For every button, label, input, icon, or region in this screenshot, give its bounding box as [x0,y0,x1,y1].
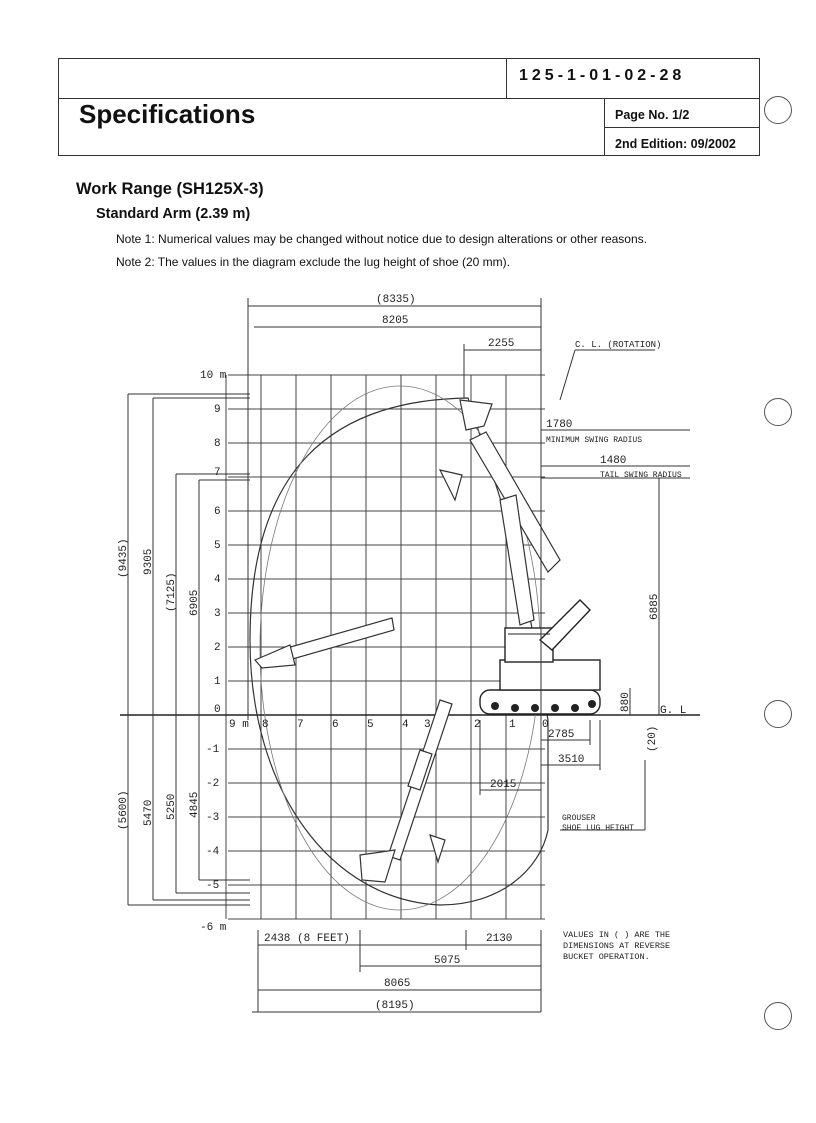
dim-left-9435: (9435) [118,538,130,578]
dim-right-lug-20: (20) [647,725,659,752]
y-tick: 2 [214,642,221,654]
dim-bottom-8195: (8195) [375,1000,415,1012]
dim-bottom-5075: 5075 [434,955,461,967]
dim-left-5600: (5600) [118,790,130,830]
dim-top-8205: 8205 [382,315,409,327]
dim-bottom-8065: 8065 [384,978,411,990]
section-subtitle: Standard Arm (2.39 m) [96,206,251,222]
reverse-note-line-2: DIMENSIONS AT REVERSE [563,941,671,951]
note-2: Note 2: The values in the diagram exclude the lug height of shoe (20 mm). [116,255,511,269]
x-tick: 3 [424,719,431,731]
dim-left-7125: (7125) [166,572,178,612]
x-tick: 5 [367,719,374,731]
x-tick: 8 [262,719,269,731]
reverse-note-line-1: VALUES IN ( ) ARE THE [563,930,671,940]
dim-top-2255: 2255 [488,338,515,350]
ground-level-label: G. L [660,705,687,717]
tail-swing-value: 1480 [600,455,627,467]
y-tick: -5 [206,880,220,892]
tail-swing-label: TAIL SWING RADIUS [600,471,682,480]
section-title: Work Range (SH125X-3) [76,180,264,198]
x-tick: 9 m [229,719,249,731]
y-tick: -3 [206,812,220,824]
x-tick: 4 [402,719,409,731]
dim-left-5250: 5250 [166,793,178,820]
x-tick: 0 [542,719,549,731]
dim-top-8335: (8335) [376,294,416,306]
x-tick: 7 [297,719,304,731]
y-tick: 3 [214,608,221,620]
y-tick: -2 [206,778,220,790]
x-tick: 2 [474,719,481,731]
y-tick: -6 m [200,922,227,934]
y-tick: 8 [214,438,221,450]
x-tick: 1 [509,719,516,731]
grouser-label-2: SHOE LUG HEIGHT [562,824,635,833]
dim-left-6905: 6905 [189,589,201,616]
dim-3510: 3510 [558,754,585,766]
y-tick: 5 [214,540,221,552]
min-swing-value: 1780 [546,419,573,431]
page-number: Page No. 1/2 [615,108,690,122]
dim-right-6885: 6885 [649,593,661,620]
y-tick: 7 [214,467,221,479]
dim-2785: 2785 [548,729,575,741]
y-tick: -4 [206,846,220,858]
y-tick: -1 [206,744,220,756]
y-tick: 1 [214,676,221,688]
y-tick: 4 [214,574,221,586]
dim-bottom-2438: 2438 (8 FEET) [264,933,350,945]
edition-label: 2nd Edition: 09/2002 [615,137,736,151]
page-title: Specifications [79,99,256,129]
min-swing-label: MINIMUM SWING RADIUS [546,436,643,445]
y-tick: 0 [214,704,221,716]
dim-left-4845: 4845 [189,791,201,818]
y-tick: 9 [214,404,221,416]
rotation-centerline-label: C. L. (ROTATION) [575,340,662,350]
dim-bottom-2130: 2130 [486,933,513,945]
reverse-note-line-3: BUCKET OPERATION. [563,952,650,962]
dim-right-880: 880 [620,692,632,712]
y-tick: 10 m [200,370,227,382]
dim-2015: 2015 [490,779,517,791]
note-1: Note 1: Numerical values may be changed without notice due to design alterations or other reasons. [116,232,647,246]
dim-left-5470: 5470 [143,799,155,826]
dim-left-9305: 9305 [143,548,155,575]
y-tick: 6 [214,506,221,518]
grouser-label-1: GROUSER [562,814,596,823]
document-number: 125-1-01-02-28 [519,67,686,84]
x-tick: 6 [332,719,339,731]
